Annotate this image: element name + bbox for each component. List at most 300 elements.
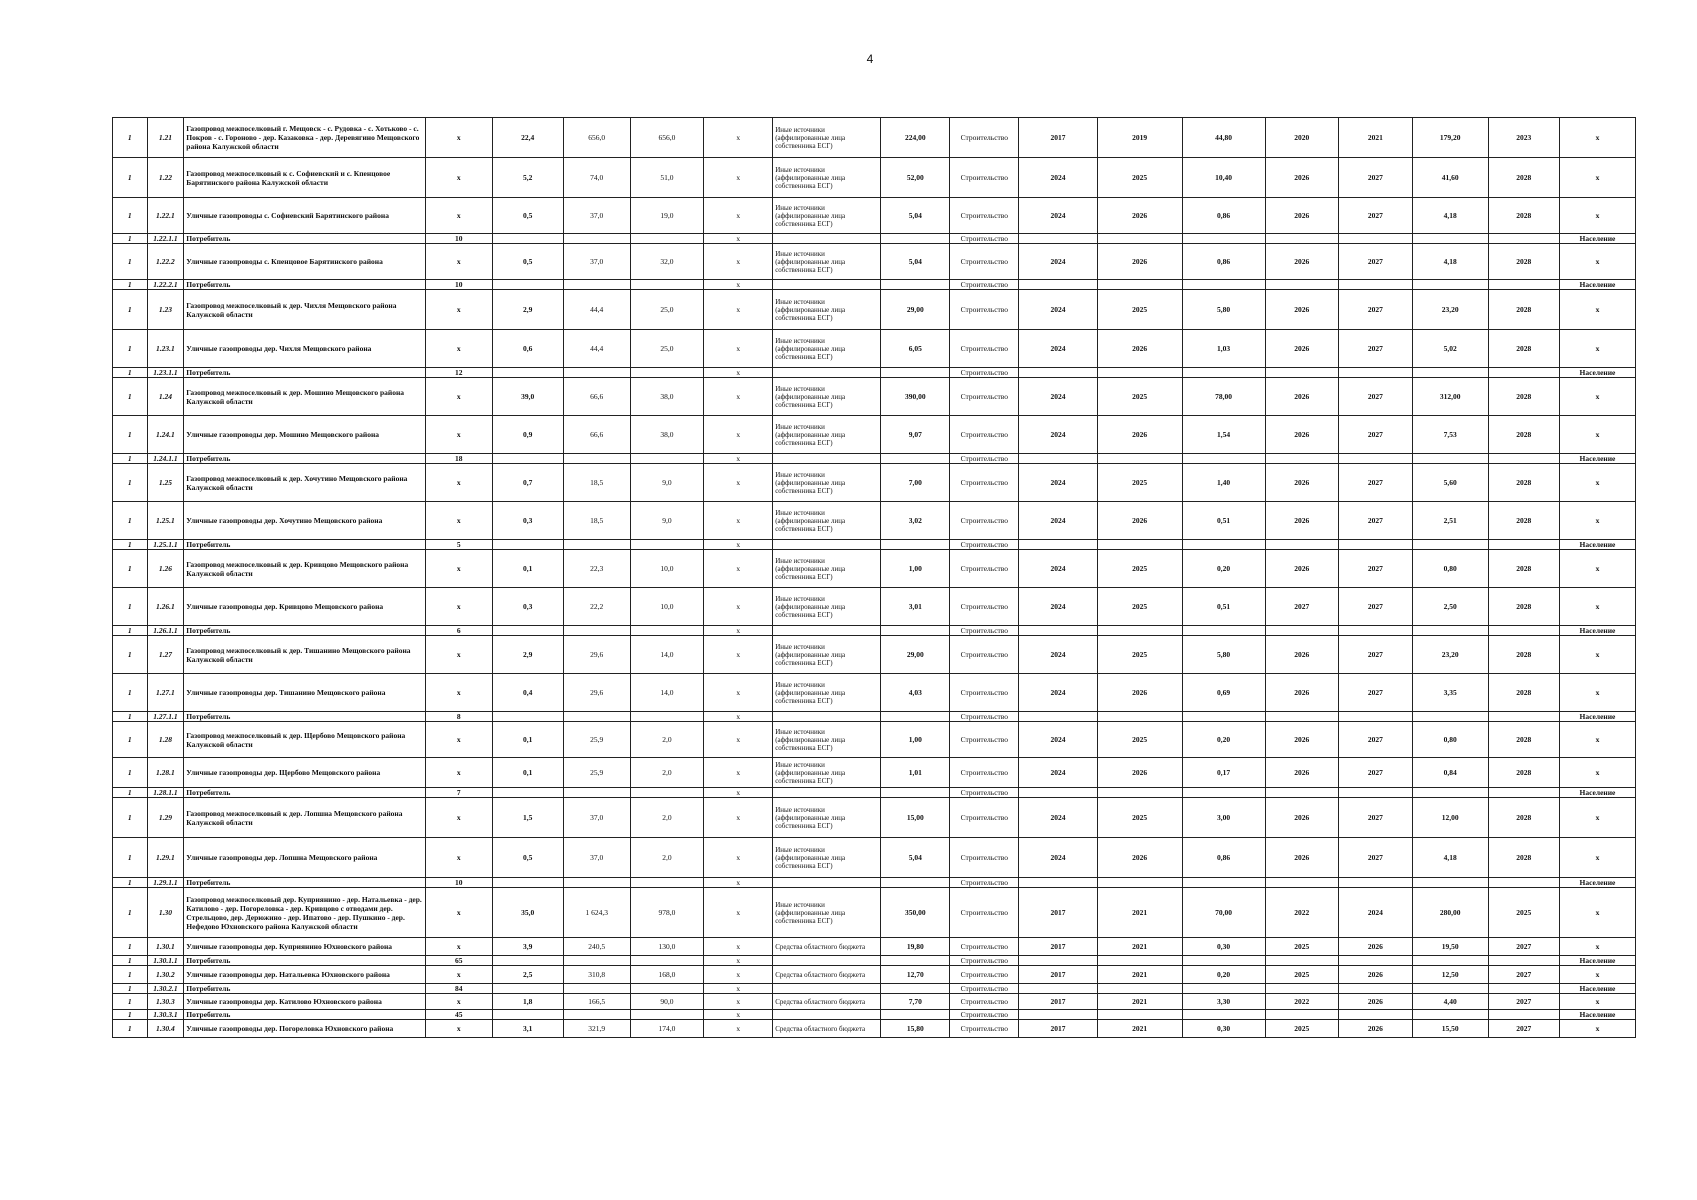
year1-cell: 2025 (1265, 1020, 1339, 1038)
end-year-cell: 2025 (1097, 636, 1182, 674)
level-cell: 1 (113, 416, 148, 454)
volume-cell: 22,3 (563, 550, 630, 588)
x-cell: х (704, 712, 773, 722)
start-year-cell (1019, 234, 1097, 244)
cost-cell (881, 956, 950, 966)
end-year-cell: 2025 (1097, 798, 1182, 838)
count-cell (630, 712, 704, 722)
end-year-cell: 2025 (1097, 550, 1182, 588)
amount2-cell (1412, 984, 1488, 994)
consumer-row (113, 626, 1636, 636)
year2-cell: 2027 (1339, 838, 1413, 878)
category-cell: х (1559, 1020, 1635, 1038)
count-cell: 90,0 (630, 994, 704, 1010)
table-row (113, 1020, 1636, 1038)
year1-cell: 2026 (1265, 550, 1339, 588)
year2-cell (1339, 540, 1413, 550)
object-name-cell: Потребитель (184, 984, 426, 994)
category-cell: Население (1559, 984, 1635, 994)
number-cell: 1.22.1.1 (147, 234, 184, 244)
consumers-cell: х (425, 636, 492, 674)
consumers-cell: х (425, 464, 492, 502)
year3-cell: 2028 (1488, 838, 1559, 878)
year1-cell: 2026 (1265, 636, 1339, 674)
x-cell: х (704, 198, 773, 234)
consumers-cell: 65 (425, 956, 492, 966)
table-row (113, 378, 1636, 416)
end-year-cell: 2019 (1097, 118, 1182, 158)
cost-cell (881, 626, 950, 636)
count-cell: 51,0 (630, 158, 704, 198)
category-cell: х (1559, 502, 1635, 540)
amount2-cell: 0,80 (1412, 722, 1488, 758)
year1-cell: 2027 (1265, 588, 1339, 626)
page-number: 4 (866, 52, 874, 66)
category-cell: Население (1559, 788, 1635, 798)
amount1-cell (1182, 1010, 1265, 1020)
year2-cell: 2027 (1339, 244, 1413, 280)
object-name-cell: Уличные газопроводы дер. Хочутино Мещовского района (184, 502, 426, 540)
year3-cell (1488, 234, 1559, 244)
level-cell: 1 (113, 938, 148, 956)
amount2-cell: 12,50 (1412, 966, 1488, 984)
year1-cell (1265, 984, 1339, 994)
consumers-cell: х (425, 966, 492, 984)
cost-cell: 6,05 (881, 330, 950, 368)
consumers-cell: 6 (425, 626, 492, 636)
year3-cell (1488, 368, 1559, 378)
start-year-cell: 2024 (1019, 378, 1097, 416)
amount2-cell: 5,60 (1412, 464, 1488, 502)
consumers-cell: х (425, 158, 492, 198)
cost-cell (881, 368, 950, 378)
amount1-cell: 0,86 (1182, 244, 1265, 280)
length-cell (492, 1010, 563, 1020)
year2-cell: 2027 (1339, 798, 1413, 838)
level-cell: 1 (113, 838, 148, 878)
end-year-cell (1097, 454, 1182, 464)
cost-cell: 1,01 (881, 758, 950, 788)
category-cell: х (1559, 994, 1635, 1010)
category-cell: х (1559, 758, 1635, 788)
count-cell: 19,0 (630, 198, 704, 234)
table-row (113, 118, 1636, 158)
start-year-cell: 2024 (1019, 588, 1097, 626)
year2-cell (1339, 280, 1413, 290)
work-type-cell: Строительство (950, 798, 1019, 838)
source-cell: Иные источники (аффилированные лица собственника ЕСГ) (773, 416, 881, 454)
category-cell: х (1559, 118, 1635, 158)
table-row (113, 244, 1636, 280)
volume-cell: 310,8 (563, 966, 630, 984)
end-year-cell: 2021 (1097, 994, 1182, 1010)
consumers-cell: х (425, 330, 492, 368)
level-cell: 1 (113, 966, 148, 984)
start-year-cell (1019, 878, 1097, 888)
level-cell: 1 (113, 198, 148, 234)
year3-cell (1488, 280, 1559, 290)
object-name-cell: Газопровод межпоселковый дер. Куприянино - дер. Натальевка - дер. Катилово - дер. Погореловка - дер. Кривцово с отводами дер. Стрельцово, дер. Дерюжино - дер. Ипатово - дер. Пушкино - дер. Нефедово Юхновского района Калужской области (184, 888, 426, 938)
category-cell: х (1559, 966, 1635, 984)
table-row (113, 966, 1636, 984)
x-cell: х (704, 416, 773, 454)
start-year-cell: 2024 (1019, 674, 1097, 712)
object-name-cell: Уличные газопроводы дер. Куприянино Юхновского района (184, 938, 426, 956)
x-cell: х (704, 244, 773, 280)
table-row (113, 198, 1636, 234)
consumers-cell: х (425, 838, 492, 878)
x-cell: х (704, 550, 773, 588)
volume-cell (563, 368, 630, 378)
source-cell: Иные источники (аффилированные лица собственника ЕСГ) (773, 244, 881, 280)
number-cell: 1.22.2.1 (147, 280, 184, 290)
year2-cell: 2027 (1339, 464, 1413, 502)
year1-cell: 2026 (1265, 378, 1339, 416)
end-year-cell: 2021 (1097, 966, 1182, 984)
work-type-cell: Строительство (950, 464, 1019, 502)
length-cell: 39,0 (492, 378, 563, 416)
volume-cell: 25,9 (563, 722, 630, 758)
source-cell: Иные источники (аффилированные лица собственника ЕСГ) (773, 838, 881, 878)
work-type-cell: Строительство (950, 788, 1019, 798)
year2-cell (1339, 1010, 1413, 1020)
number-cell: 1.29.1.1 (147, 878, 184, 888)
cost-cell: 7,70 (881, 994, 950, 1010)
amount2-cell (1412, 712, 1488, 722)
source-cell: Иные источники (аффилированные лица собственника ЕСГ) (773, 888, 881, 938)
year3-cell (1488, 878, 1559, 888)
work-type-cell: Строительство (950, 1020, 1019, 1038)
length-cell: 0,4 (492, 674, 563, 712)
length-cell: 0,5 (492, 244, 563, 280)
x-cell: х (704, 158, 773, 198)
start-year-cell (1019, 280, 1097, 290)
consumers-cell: х (425, 244, 492, 280)
year3-cell: 2028 (1488, 798, 1559, 838)
amount2-cell: 179,20 (1412, 118, 1488, 158)
year3-cell: 2028 (1488, 722, 1559, 758)
x-cell: х (704, 234, 773, 244)
length-cell: 0,6 (492, 330, 563, 368)
source-cell (773, 1010, 881, 1020)
object-name-cell: Потребитель (184, 540, 426, 550)
start-year-cell: 2024 (1019, 198, 1097, 234)
object-name-cell: Уличные газопроводы дер. Лопшна Мещовского района (184, 838, 426, 878)
work-type-cell: Строительство (950, 540, 1019, 550)
count-cell: 25,0 (630, 290, 704, 330)
consumer-row (113, 878, 1636, 888)
x-cell: х (704, 502, 773, 540)
object-name-cell: Потребитель (184, 626, 426, 636)
work-type-cell: Строительство (950, 984, 1019, 994)
end-year-cell (1097, 712, 1182, 722)
source-cell (773, 540, 881, 550)
source-cell: Иные источники (аффилированные лица собственника ЕСГ) (773, 330, 881, 368)
level-cell: 1 (113, 984, 148, 994)
year1-cell (1265, 368, 1339, 378)
x-cell: х (704, 588, 773, 626)
count-cell: 656,0 (630, 118, 704, 158)
object-name-cell: Потребитель (184, 1010, 426, 1020)
length-cell: 35,0 (492, 888, 563, 938)
source-cell: Иные источники (аффилированные лица собственника ЕСГ) (773, 502, 881, 540)
category-cell: Население (1559, 956, 1635, 966)
amount2-cell: 3,35 (1412, 674, 1488, 712)
number-cell: 1.24.1.1 (147, 454, 184, 464)
amount1-cell (1182, 626, 1265, 636)
amount1-cell: 10,40 (1182, 158, 1265, 198)
count-cell: 38,0 (630, 378, 704, 416)
level-cell: 1 (113, 464, 148, 502)
amount1-cell: 0,17 (1182, 758, 1265, 788)
length-cell (492, 280, 563, 290)
amount1-cell (1182, 234, 1265, 244)
amount1-cell: 44,80 (1182, 118, 1265, 158)
source-cell: Средства областного бюджета (773, 966, 881, 984)
end-year-cell (1097, 368, 1182, 378)
table-row (113, 502, 1636, 540)
consumers-cell: х (425, 758, 492, 788)
number-cell: 1.26.1 (147, 588, 184, 626)
source-cell: Иные источники (аффилированные лица собственника ЕСГ) (773, 758, 881, 788)
table-body (113, 118, 1636, 1038)
amount1-cell (1182, 984, 1265, 994)
number-cell: 1.27.1.1 (147, 712, 184, 722)
x-cell: х (704, 290, 773, 330)
table-row (113, 722, 1636, 758)
amount1-cell (1182, 368, 1265, 378)
year2-cell (1339, 788, 1413, 798)
year2-cell (1339, 626, 1413, 636)
level-cell: 1 (113, 994, 148, 1010)
number-cell: 1.25.1.1 (147, 540, 184, 550)
year3-cell: 2028 (1488, 502, 1559, 540)
year3-cell: 2028 (1488, 378, 1559, 416)
amount2-cell: 312,00 (1412, 378, 1488, 416)
length-cell: 0,1 (492, 758, 563, 788)
x-cell: х (704, 966, 773, 984)
cost-cell: 3,01 (881, 588, 950, 626)
volume-cell (563, 712, 630, 722)
work-type-cell: Строительство (950, 838, 1019, 878)
x-cell: х (704, 758, 773, 788)
consumer-row (113, 368, 1636, 378)
end-year-cell (1097, 540, 1182, 550)
level-cell: 1 (113, 368, 148, 378)
year2-cell (1339, 454, 1413, 464)
amount1-cell (1182, 956, 1265, 966)
year2-cell: 2021 (1339, 118, 1413, 158)
category-cell: Население (1559, 1010, 1635, 1020)
work-type-cell: Строительство (950, 956, 1019, 966)
level-cell: 1 (113, 540, 148, 550)
number-cell: 1.22.2 (147, 244, 184, 280)
amount2-cell: 280,00 (1412, 888, 1488, 938)
count-cell (630, 1010, 704, 1020)
amount2-cell (1412, 788, 1488, 798)
work-type-cell: Строительство (950, 1010, 1019, 1020)
cost-cell: 7,00 (881, 464, 950, 502)
start-year-cell (1019, 788, 1097, 798)
year3-cell (1488, 788, 1559, 798)
level-cell: 1 (113, 712, 148, 722)
length-cell (492, 788, 563, 798)
x-cell: х (704, 368, 773, 378)
level-cell: 1 (113, 1020, 148, 1038)
year2-cell (1339, 234, 1413, 244)
source-cell: Иные источники (аффилированные лица собственника ЕСГ) (773, 158, 881, 198)
work-type-cell: Строительство (950, 118, 1019, 158)
volume-cell: 321,9 (563, 1020, 630, 1038)
end-year-cell (1097, 878, 1182, 888)
consumers-cell: х (425, 994, 492, 1010)
object-name-cell: Потребитель (184, 234, 426, 244)
volume-cell: 37,0 (563, 244, 630, 280)
count-cell: 168,0 (630, 966, 704, 984)
x-cell: х (704, 1020, 773, 1038)
consumers-cell: 45 (425, 1010, 492, 1020)
work-type-cell: Строительство (950, 994, 1019, 1010)
amount2-cell: 4,18 (1412, 198, 1488, 234)
year2-cell: 2026 (1339, 938, 1413, 956)
start-year-cell: 2024 (1019, 798, 1097, 838)
year2-cell (1339, 984, 1413, 994)
level-cell: 1 (113, 290, 148, 330)
amount2-cell (1412, 956, 1488, 966)
category-cell: Население (1559, 280, 1635, 290)
end-year-cell: 2025 (1097, 378, 1182, 416)
category-cell: Население (1559, 234, 1635, 244)
year2-cell: 2027 (1339, 722, 1413, 758)
source-cell (773, 788, 881, 798)
year3-cell: 2028 (1488, 636, 1559, 674)
x-cell: х (704, 636, 773, 674)
year3-cell: 2028 (1488, 244, 1559, 280)
work-type-cell: Строительство (950, 550, 1019, 588)
consumers-cell: х (425, 722, 492, 758)
count-cell (630, 626, 704, 636)
year2-cell: 2027 (1339, 378, 1413, 416)
x-cell: х (704, 938, 773, 956)
year3-cell (1488, 626, 1559, 636)
number-cell: 1.30.3.1 (147, 1010, 184, 1020)
category-cell: х (1559, 888, 1635, 938)
cost-cell (881, 788, 950, 798)
length-cell: 2,5 (492, 966, 563, 984)
year3-cell: 2028 (1488, 330, 1559, 368)
start-year-cell (1019, 626, 1097, 636)
year1-cell (1265, 540, 1339, 550)
cost-cell (881, 540, 950, 550)
count-cell (630, 956, 704, 966)
volume-cell: 37,0 (563, 798, 630, 838)
year2-cell: 2027 (1339, 550, 1413, 588)
source-cell (773, 368, 881, 378)
level-cell: 1 (113, 158, 148, 198)
year3-cell (1488, 712, 1559, 722)
level-cell: 1 (113, 722, 148, 758)
year2-cell: 2027 (1339, 198, 1413, 234)
end-year-cell (1097, 626, 1182, 636)
amount2-cell: 2,50 (1412, 588, 1488, 626)
x-cell: х (704, 798, 773, 838)
amount2-cell: 12,00 (1412, 798, 1488, 838)
start-year-cell: 2024 (1019, 502, 1097, 540)
object-name-cell: Потребитель (184, 712, 426, 722)
amount1-cell: 3,30 (1182, 994, 1265, 1010)
work-type-cell: Строительство (950, 290, 1019, 330)
object-name-cell: Газопровод межпоселковый к с. Софиевский и с. Кпенцовое Барятинского района Калужской области (184, 158, 426, 198)
amount1-cell: 0,20 (1182, 722, 1265, 758)
year1-cell (1265, 626, 1339, 636)
year3-cell (1488, 984, 1559, 994)
start-year-cell: 2024 (1019, 330, 1097, 368)
amount2-cell (1412, 540, 1488, 550)
object-name-cell: Потребитель (184, 280, 426, 290)
source-cell: Иные источники (аффилированные лица собственника ЕСГ) (773, 198, 881, 234)
category-cell: х (1559, 550, 1635, 588)
consumer-row (113, 788, 1636, 798)
number-cell: 1.27.1 (147, 674, 184, 712)
source-cell: Иные источники (аффилированные лица собственника ЕСГ) (773, 636, 881, 674)
source-cell: Иные источники (аффилированные лица собственника ЕСГ) (773, 588, 881, 626)
work-type-cell: Строительство (950, 758, 1019, 788)
length-cell: 0,7 (492, 464, 563, 502)
amount2-cell: 19,50 (1412, 938, 1488, 956)
volume-cell: 18,5 (563, 502, 630, 540)
start-year-cell (1019, 368, 1097, 378)
volume-cell (563, 878, 630, 888)
consumers-cell: х (425, 1020, 492, 1038)
x-cell: х (704, 984, 773, 994)
consumers-cell: х (425, 798, 492, 838)
count-cell: 978,0 (630, 888, 704, 938)
level-cell: 1 (113, 378, 148, 416)
object-name-cell: Уличные газопроводы дер. Кривцово Мещовского района (184, 588, 426, 626)
end-year-cell (1097, 956, 1182, 966)
volume-cell (563, 626, 630, 636)
cost-cell (881, 984, 950, 994)
category-cell: х (1559, 464, 1635, 502)
volume-cell (563, 956, 630, 966)
table-row (113, 588, 1636, 626)
year1-cell (1265, 454, 1339, 464)
object-name-cell: Потребитель (184, 956, 426, 966)
object-name-cell: Уличные газопроводы дер. Щербово Мещовского района (184, 758, 426, 788)
category-cell: х (1559, 798, 1635, 838)
level-cell: 1 (113, 888, 148, 938)
year2-cell: 2026 (1339, 1020, 1413, 1038)
x-cell: х (704, 626, 773, 636)
cost-cell: 5,04 (881, 244, 950, 280)
consumer-row (113, 454, 1636, 464)
category-cell: х (1559, 378, 1635, 416)
level-cell: 1 (113, 878, 148, 888)
source-cell: Средства областного бюджета (773, 1020, 881, 1038)
amount1-cell (1182, 788, 1265, 798)
year2-cell: 2024 (1339, 888, 1413, 938)
year3-cell: 2027 (1488, 938, 1559, 956)
start-year-cell: 2024 (1019, 758, 1097, 788)
start-year-cell: 2024 (1019, 550, 1097, 588)
object-name-cell: Уличные газопроводы дер. Чихля Мещовского района (184, 330, 426, 368)
level-cell: 1 (113, 454, 148, 464)
end-year-cell: 2021 (1097, 888, 1182, 938)
object-name-cell: Потребитель (184, 788, 426, 798)
number-cell: 1.27 (147, 636, 184, 674)
end-year-cell (1097, 984, 1182, 994)
year1-cell: 2026 (1265, 758, 1339, 788)
